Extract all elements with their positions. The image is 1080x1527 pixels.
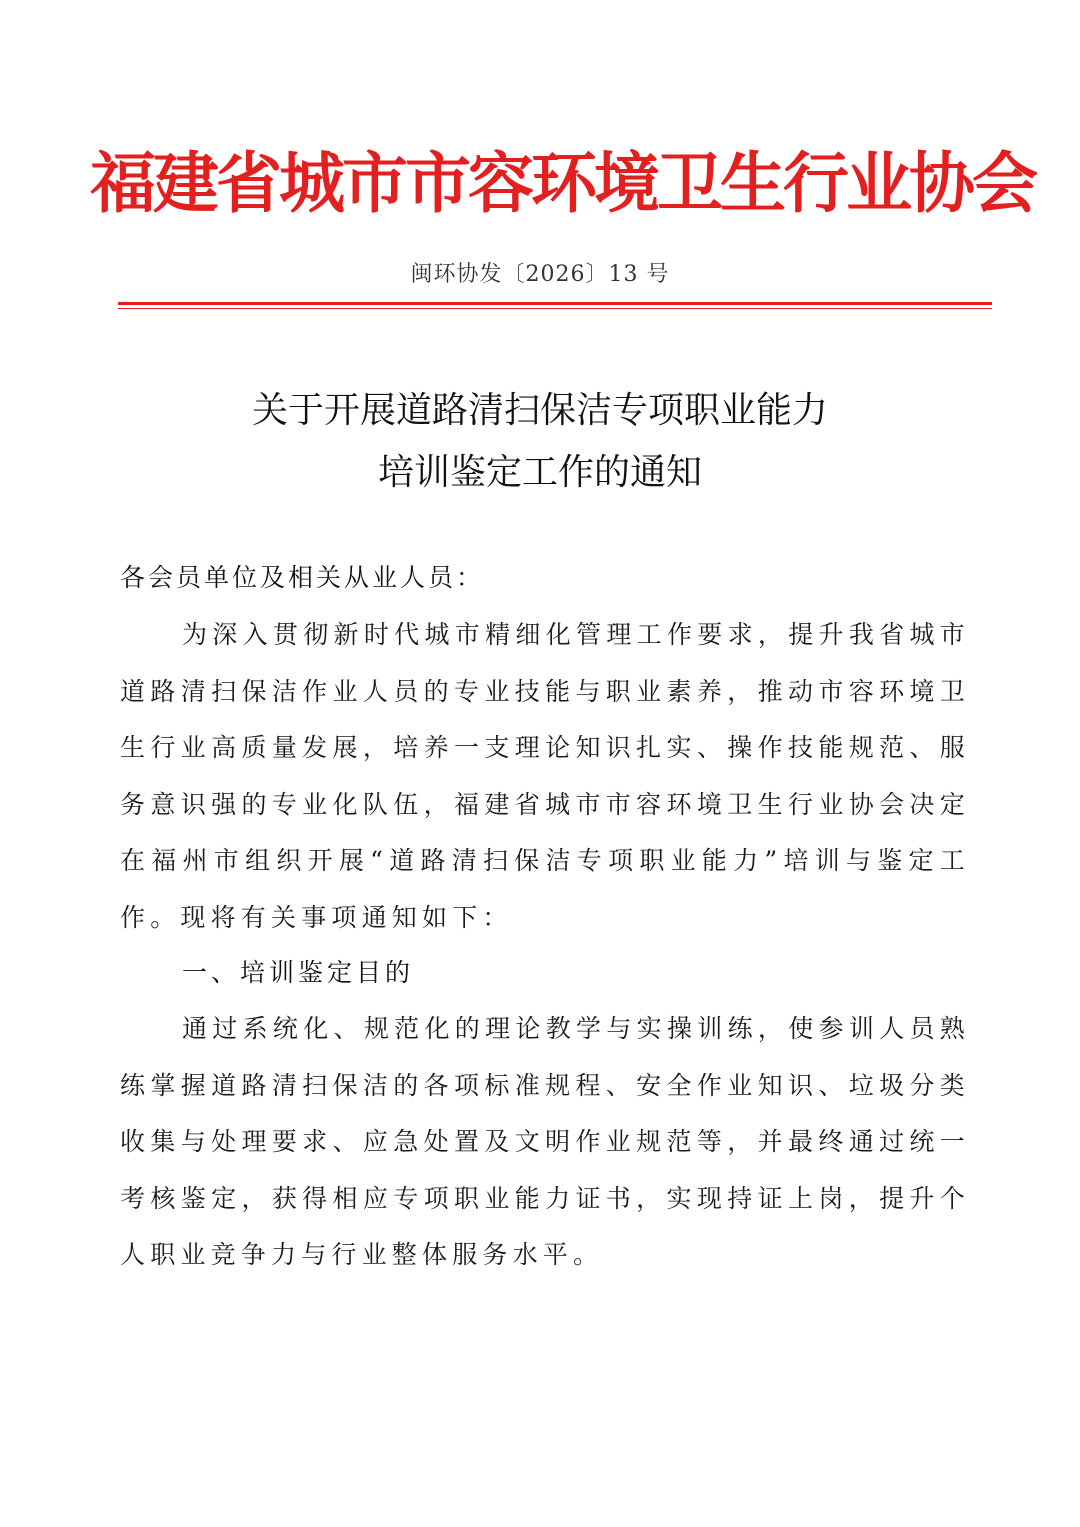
- title-line-2: 培训鉴定工作的通知: [377, 452, 702, 493]
- document-title: [90, 380, 990, 504]
- document-number: 闽环协发〔2026〕13 号: [410, 262, 670, 287]
- salutation: 各会员单位及相关从业人员：: [120, 563, 485, 592]
- letterhead-divider: [118, 302, 992, 309]
- paragraph-purpose: 通过系统化、规范化的理论教学与实操训练，使参训人员熟练掌握道路清扫保洁的各项标准规程、安全作业知识、垃圾分类收集与处理要求、应急处置及文明作业规范等，并最终通过统一考核鉴定，获得相应专项职业能力证书，实现持证上岗，提升个人职业竞争力与行业整体服务水平。: [120, 1014, 970, 1269]
- organization-letterhead: 福建省城市市容环境卫生行业协会: [90, 144, 1035, 222]
- section-heading-1: 一、培训鉴定目的: [182, 958, 415, 987]
- paragraph-intro: 为深入贯彻新时代城市精细化管理工作要求，提升我省城市道路清扫保洁作业人员的专业技能与职业素养，推动市容环境卫生行业高质量发展，培养一支理论知识扎实、操作技能规范、服务意识强的专业化队伍，福建省城市市容环境卫生行业协会决定在福州市组织开展“道路清扫保洁专项职业能力”培训与鉴定工作。现将有关事项通知如下：: [120, 620, 970, 932]
- divider-thin-line: [118, 308, 992, 309]
- title-line-1: 关于开展道路清扫保洁专项职业能力: [251, 390, 828, 431]
